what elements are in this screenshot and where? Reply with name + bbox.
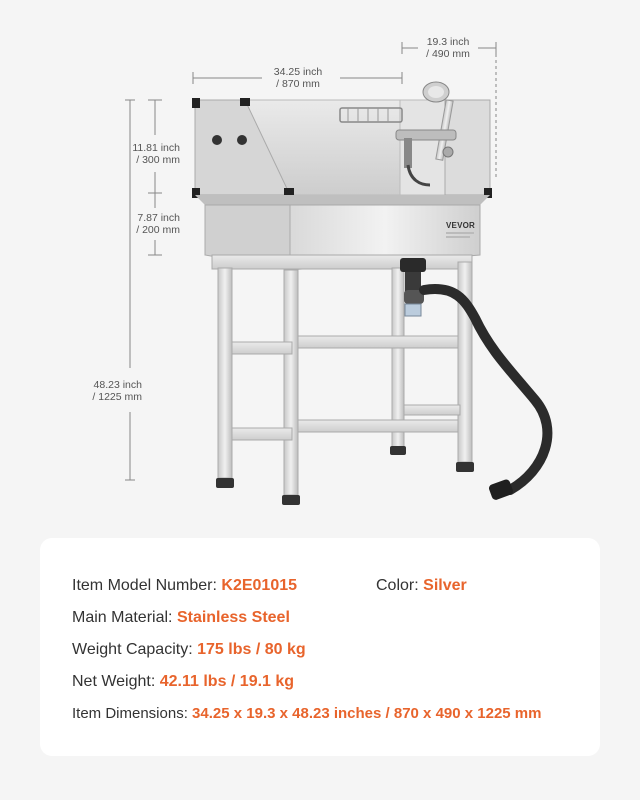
dim-depth-mm: / 490 mm [426,48,470,61]
dim-depth [410,36,486,60]
dim-height [70,379,142,403]
dim-basin-mm: / 200 mm [136,224,180,237]
dim-depth-in: 19.3 inch [426,36,470,48]
spec-dimensions-value: 34.25 x 19.3 x 48.23 inches / 870 x 490 x 1225 mm [192,705,542,722]
dim-width-mm: / 870 mm [276,78,320,91]
spec-dimensions-row [72,705,541,722]
spec-card [40,538,600,756]
spec-model-label: Item Model Number: [72,577,217,594]
dim-backsplash-in: 11.81 inch [132,142,180,154]
spec-capacity-row [72,641,306,659]
spec-material-value: Stainless Steel [176,609,290,626]
spec-net-weight-label: Net Weight: [72,673,156,690]
spec-color-row [376,577,467,595]
spec-material-row [72,609,290,627]
dim-backsplash-mm: / 300 mm [136,154,180,167]
dim-backsplash [108,142,180,166]
dim-width [258,66,338,90]
brand-logo: VEVOR [446,221,476,230]
spec-model-value: K2E01015 [221,577,298,594]
dim-basin-in: 7.87 inch [137,212,180,224]
spec-color-label: Color: [376,577,419,594]
spec-capacity-label: Weight Capacity: [72,641,193,658]
spec-net-weight-row [72,673,294,691]
spec-capacity-value: 175 lbs / 80 kg [197,641,306,658]
spec-material-label: Main Material: [72,609,173,626]
spec-color-value: Silver [423,577,467,594]
dim-width-in: 34.25 inch [273,66,323,78]
spec-dimensions-label: Item Dimensions: [72,705,188,722]
dim-basin [108,212,180,236]
spec-net-weight-value: 42.11 lbs / 19.1 kg [159,673,295,690]
dim-height-in: 48.23 inch [93,379,142,391]
dim-height-mm: / 1225 mm [92,391,142,404]
spec-model-row [72,577,297,595]
